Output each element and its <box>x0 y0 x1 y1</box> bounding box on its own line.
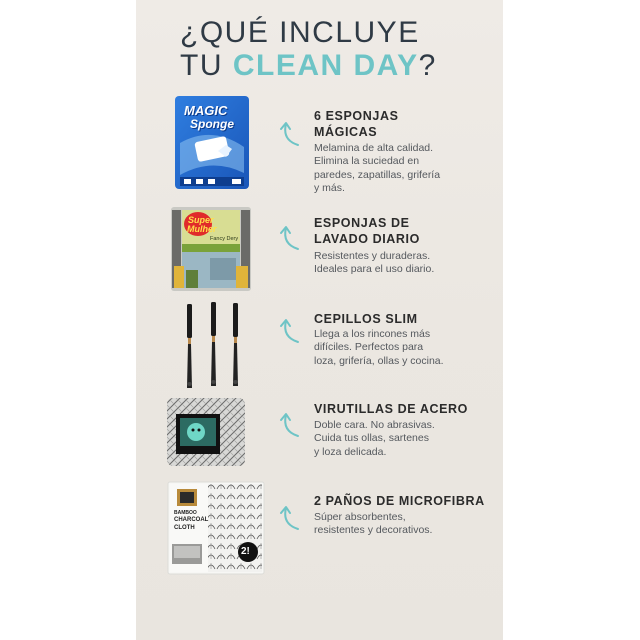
item-1-desc-line-4: y más. <box>314 182 345 195</box>
cloth-pack-brand-3: CLOTH <box>174 525 195 531</box>
item-4-desc-line-3: y loza delicada. <box>314 445 387 458</box>
curved-arrow-icon <box>276 315 304 345</box>
cloth-pack-brand-2: CHARCOAL <box>174 517 209 523</box>
item-2-description <box>314 250 494 277</box>
item-3-heading-line-1: CEPILLOS SLIM <box>314 312 418 326</box>
daily-pack-brand-1: Super <box>188 215 214 225</box>
magic-sponge-pack-image <box>174 95 250 190</box>
item-4-description <box>314 419 494 459</box>
item-1-heading-line-2: MÁGICAS <box>314 125 378 139</box>
item-3-desc-line-1: Llega a los rincones más <box>314 328 431 340</box>
title-suffix: ? <box>418 49 437 82</box>
microfiber-cloths-pack-image <box>166 480 266 576</box>
item-2-heading <box>314 215 494 247</box>
title-prefix: TU <box>180 49 233 82</box>
curved-arrow-icon <box>276 502 304 532</box>
item-2-heading-line-1: ESPONJAS DE <box>314 216 410 230</box>
item-4-heading <box>314 401 494 417</box>
cloth-pack-brand-1: BAMBOO <box>174 510 197 516</box>
title-line-1: ¿QUÉ INCLUYE <box>180 16 420 49</box>
title-line-2 <box>180 49 480 83</box>
item-3-desc-line-3: loza, grifería, ollas y cocina. <box>314 354 444 367</box>
curved-arrow-icon <box>276 409 304 439</box>
magic-pack-brand-2: Sponge <box>190 117 234 131</box>
item-1-heading-line-1: 6 ESPONJAS <box>314 109 399 123</box>
title-accent: CLEAN DAY <box>232 49 419 82</box>
item-5-desc-line-2: resistentes y decorativos. <box>314 524 433 537</box>
slim-brushes-image <box>180 300 244 394</box>
item-3-description <box>314 328 494 368</box>
item-5-description <box>314 511 494 538</box>
item-4-desc-line-1: Doble cara. No abrasivas. <box>314 419 435 431</box>
steel-scrubbers-pack-image <box>166 396 246 468</box>
item-5-desc-line-1: Súper absorbentes, <box>314 511 406 523</box>
curved-arrow-icon <box>276 222 304 252</box>
item-2-desc-line-1: Resistentes y duraderas. <box>314 250 431 262</box>
daily-pack-sub: Fancy Dery <box>210 236 239 242</box>
curved-arrow-icon <box>276 118 304 148</box>
daily-pack-brand-2: Mulher <box>187 224 217 234</box>
daily-sponge-pack-image <box>170 206 252 292</box>
item-2-heading-line-2: LAVADO DIARIO <box>314 232 420 246</box>
item-1-desc-line-1: Melamina de alta calidad. <box>314 142 434 154</box>
item-1-heading <box>314 108 494 140</box>
item-5-heading <box>314 493 494 509</box>
item-1-desc-line-2: Elimina la suciedad en <box>314 155 420 168</box>
item-1-description <box>314 142 494 196</box>
cloth-pack-count: 2! <box>241 546 250 557</box>
magic-pack-brand-1: MAGIC <box>184 103 228 118</box>
item-1-desc-line-3: paredes, zapatillas, grifería <box>314 168 441 181</box>
item-3-desc-line-2: difíciles. Perfectos para <box>314 341 424 354</box>
item-3-heading <box>314 311 494 327</box>
item-2-desc-line-2: Ideales para el uso diario. <box>314 263 435 276</box>
item-4-heading-line-1: VIRUTILLAS DE ACERO <box>314 402 468 416</box>
item-5-heading-line-1: 2 PAÑOS DE MICROFIBRA <box>314 494 485 508</box>
item-4-desc-line-2: Cuida tus ollas, sartenes <box>314 432 429 445</box>
